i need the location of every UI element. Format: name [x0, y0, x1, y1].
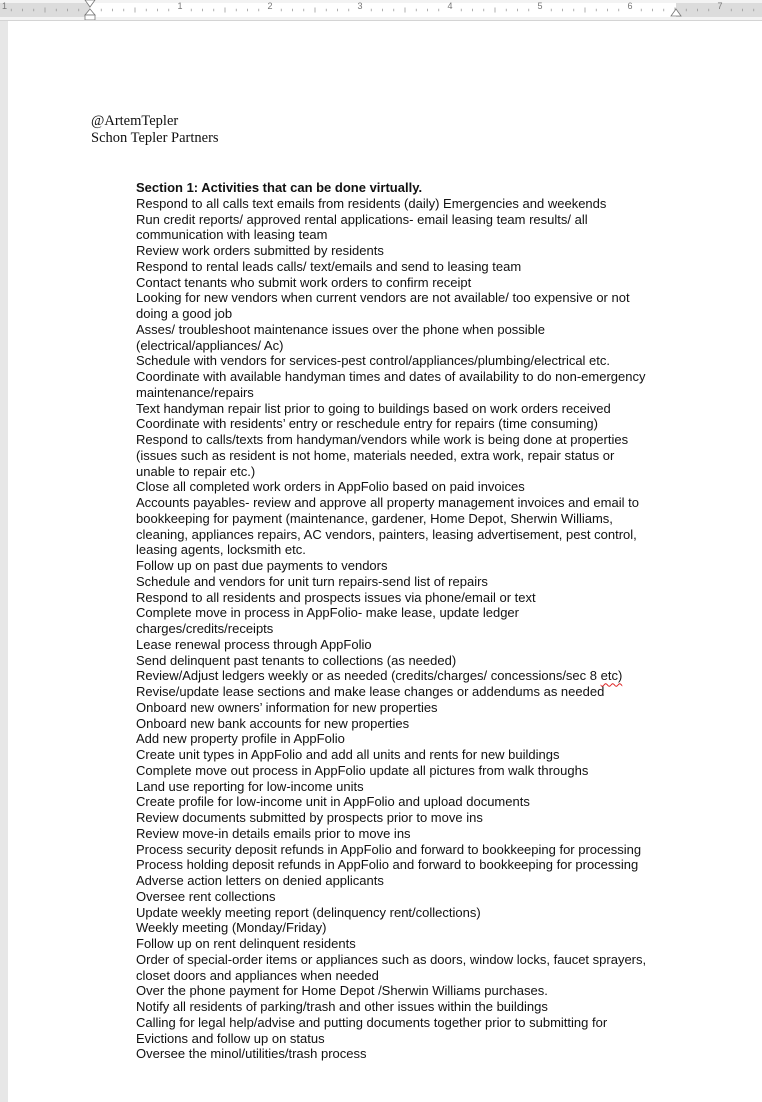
- activity-line: (electrical/appliances/ Ac): [136, 337, 284, 353]
- horizontal-ruler[interactable]: [0, 0, 762, 21]
- activity-line: Weekly meeting (Monday/Friday): [136, 920, 327, 936]
- activity-line: Process holding deposit refunds in AppFolio and forward to bookkeeping for processing: [136, 857, 639, 873]
- activity-line: charges/credits/receipts: [136, 621, 274, 636]
- activity-line: Accounts payables- review and approve all property management invoices and email to: [136, 495, 639, 510]
- ruler-number: 3: [357, 1, 363, 11]
- activity-line: Evictions and follow up on status: [136, 1030, 325, 1046]
- activity-line: (issues such as resident is not home, materials needed, extra work, repair status or: [136, 447, 615, 463]
- activity-line: Respond to rental leads calls/ text/emails and send to leasing team: [136, 258, 522, 274]
- ruler-ticks: [0, 0, 762, 20]
- author-handle: @ArtemTepler: [91, 113, 179, 129]
- activity-line: Create profile for low-income unit in AppFolio and upload documents: [136, 794, 530, 810]
- activity-line: Adverse action letters on denied applicants: [136, 873, 384, 888]
- author-block: [91, 113, 219, 146]
- activity-line: Run credit reports/ approved rental applications- email leasing team results/ all: [136, 211, 588, 227]
- ruler-number: 1: [177, 1, 183, 11]
- activity-line: Notify all residents of parking/trash and other issues within the buildings: [136, 999, 548, 1014]
- activity-line: cleaning, appliances repairs, AC vendors, painters, leasing advertisement, pest control,: [136, 526, 637, 542]
- left-indent-marker[interactable]: [85, 15, 95, 20]
- activity-line: Order of special-order items or appliances such as doors, window locks, faucet sprayers,: [136, 951, 647, 967]
- activity-line: Follow up on rent delinquent residents: [136, 936, 356, 951]
- activity-line: Land use reporting for low-income units: [136, 778, 364, 794]
- activity-line: Schedule and vendors for unit turn repairs-send list of repairs: [136, 573, 488, 589]
- activity-line: Respond to all residents and prospects issues via phone/email or text: [136, 589, 536, 605]
- activity-line: communication with leasing team: [136, 227, 328, 243]
- activity-line: Close all completed work orders in AppFolio based on paid invoices: [136, 479, 525, 495]
- activity-line: Oversee the minol/utilities/trash process: [136, 1046, 367, 1062]
- activity-line: Schedule with vendors for services-pest control/appliances/plumbing/electrical etc.: [136, 353, 611, 369]
- activity-line: Text handyman repair list prior to going to buildings based on work orders received: [136, 400, 611, 416]
- activity-line: Process security deposit refunds in AppFolio and forward to bookkeeping for processing: [136, 841, 642, 857]
- activity-line: Follow up on past due payments to vendors: [136, 558, 388, 573]
- section-1: [136, 180, 696, 1062]
- activity-list: [136, 196, 696, 1062]
- activity-line: Respond to calls/texts from handyman/vendors while work is being done at properties: [136, 432, 629, 447]
- activity-line: Respond to all calls text emails from residents (daily) Emergencies and weekends: [136, 195, 607, 211]
- spellcheck-underline: etc): [600, 668, 623, 684]
- activity-line: Send delinquent past tenants to collections (as needed): [136, 652, 457, 668]
- activity-line: Asses/ troubleshoot maintenance issues over the phone when possible: [136, 321, 546, 337]
- activity-line: Coordinate with available handyman times and dates of availability to do non-emergency: [136, 369, 646, 384]
- ruler-number: 4: [447, 1, 453, 11]
- activity-line: Onboard new owners’ information for new properties: [136, 699, 438, 715]
- activity-line: Onboard new bank accounts for new properties: [136, 715, 410, 731]
- activity-line: maintenance/repairs: [136, 384, 254, 400]
- activity-line: leasing agents, locksmith etc.: [136, 542, 306, 558]
- activity-line: unable to repair etc.): [136, 463, 256, 479]
- activity-line: Coordinate with residents’ entry or reschedule entry for repairs (time consuming): [136, 416, 598, 432]
- activity-line: Review work orders submitted by residents: [136, 243, 384, 258]
- company-name: Schon Tepler Partners: [91, 129, 219, 146]
- activity-line: closet doors and appliances when needed: [136, 967, 379, 983]
- activity-line: Review move-in details emails prior to move ins: [136, 825, 411, 841]
- activity-line: Looking for new vendors when current vendors are not available/ too expensive or not: [136, 290, 630, 306]
- activity-line: Revise/update lease sections and make lease changes or addendums as needed: [136, 684, 605, 699]
- ruler-number: 5: [537, 1, 543, 11]
- activity-line: Add new property profile in AppFolio: [136, 731, 345, 747]
- activity-line: Review documents submitted by prospects prior to move ins: [136, 810, 483, 825]
- ruler-number: 2: [267, 1, 273, 11]
- ruler-number: 1: [2, 1, 8, 11]
- ruler-number: 7: [717, 1, 723, 11]
- ruler-number: 6: [627, 1, 633, 11]
- activity-line: Contact tenants who submit work orders to confirm receipt: [136, 274, 472, 290]
- activity-line: Review/Adjust ledgers weekly or as needed (credits/charges/ concessions/sec 8 etc): [136, 668, 623, 684]
- activity-line: Complete move in process in AppFolio- make lease, update ledger: [136, 605, 519, 621]
- activity-line: doing a good job: [136, 306, 233, 321]
- activity-line: Lease renewal process through AppFolio: [136, 636, 372, 652]
- section-title: Section 1: Activities that can be done virtually.: [136, 180, 423, 195]
- activity-line: Create unit types in AppFolio and add all units and rents for new buildings: [136, 747, 560, 762]
- activity-line: Calling for legal help/advise and putting documents together prior to submitting for: [136, 1014, 608, 1030]
- activity-line: Complete move out process in AppFolio update all pictures from walk throughs: [136, 762, 589, 778]
- activity-line: bookkeeping for payment (maintenance, gardener, Home Depot, Sherwin Williams,: [136, 510, 613, 526]
- activity-line: Update weekly meeting report (delinquency rent/collections): [136, 904, 481, 920]
- activity-line: Oversee rent collections: [136, 888, 276, 904]
- activity-line: Over the phone payment for Home Depot /Sherwin Williams purchases.: [136, 983, 548, 999]
